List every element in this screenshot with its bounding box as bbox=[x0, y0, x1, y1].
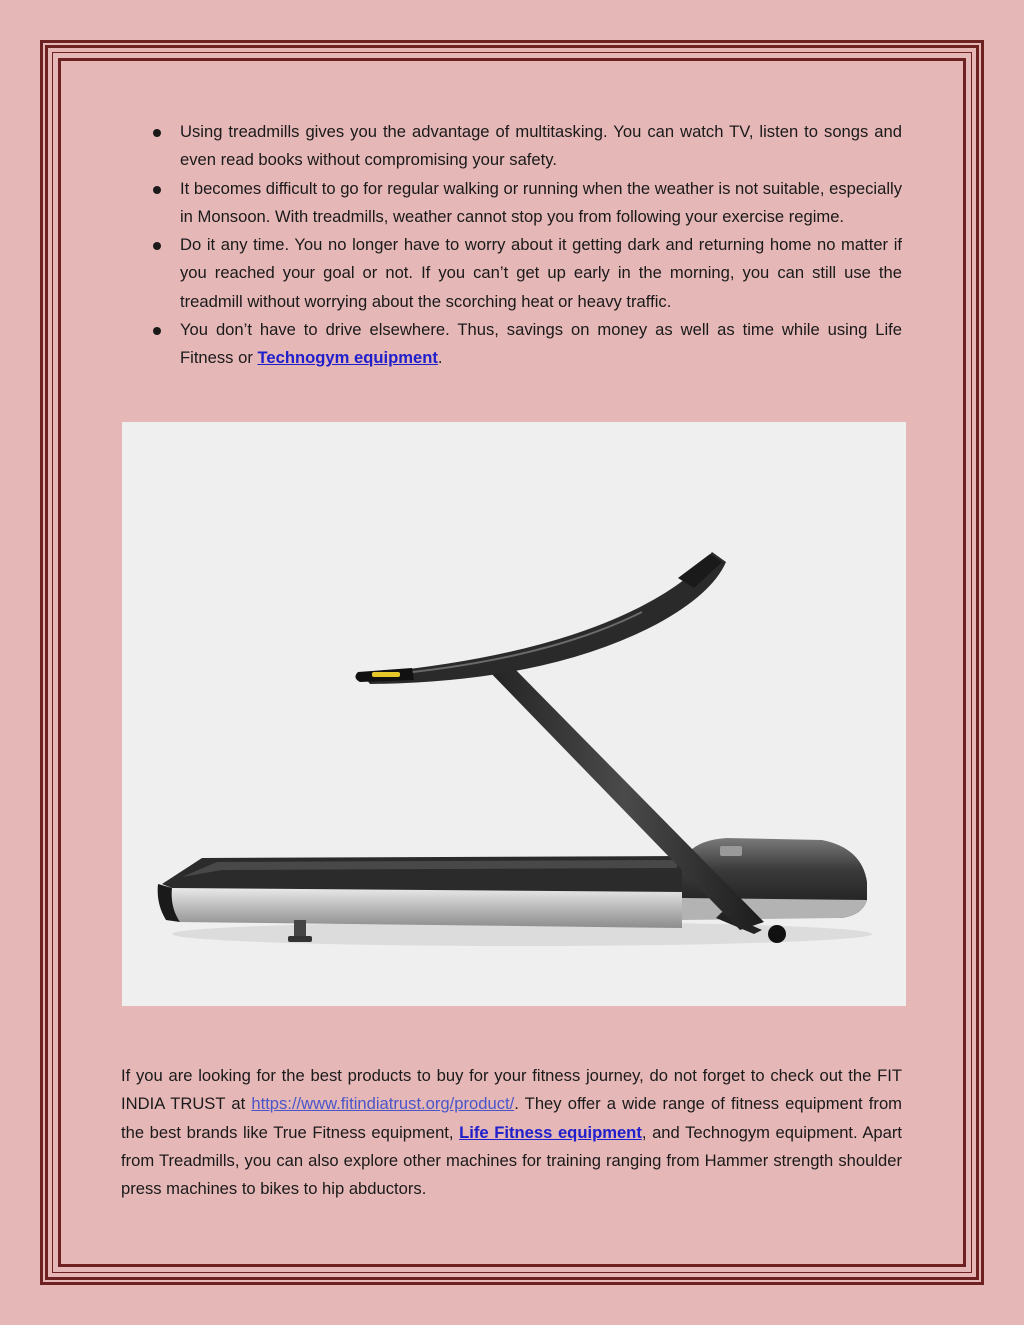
bullet-dot-icon bbox=[153, 242, 161, 250]
bullet-text: It becomes difficult to go for regular walking or running when the weather is not suitable, especially in Monsoon. With treadmills, weather cannot stop you from following your exercise regime. bbox=[180, 178, 902, 226]
front-wheel bbox=[768, 925, 786, 943]
bullet-item bbox=[150, 316, 902, 373]
paragraph-text-1: If you are looking for the best products to buy for your fitness journey, do not forget to check out the FIT INDIA TRUST at bbox=[121, 1066, 902, 1114]
bullet-item bbox=[150, 231, 902, 316]
bullet-item bbox=[150, 118, 902, 175]
bullet-text: Using treadmills gives you the advantage of multitasking. You can watch TV, listen to songs and even read books without compromising your safety. bbox=[180, 122, 902, 170]
paragraph-text-3: , and Technogym equipment. Apart from Treadmills, you can also explore other machines for training ranging from Hammer strength shoulder press machines to bikes to hip abductors. bbox=[121, 1122, 902, 1199]
life-fitness-equipment-link[interactable]: Life Fitness equipment bbox=[459, 1122, 642, 1142]
benefits-list bbox=[150, 118, 902, 373]
hood-base-trim bbox=[682, 898, 867, 920]
fitindiatrust-url-link[interactable]: https://www.fitindiatrust.org/product/ bbox=[251, 1094, 515, 1114]
bullet-dot-icon bbox=[153, 129, 161, 137]
paragraph-text-2: . They offer a wide range of fitness equipment from the best brands like True Fitness equipment, bbox=[121, 1094, 902, 1142]
bullet-text-end: . bbox=[437, 348, 443, 368]
bullet-text: Do it any time. You no longer have to worry about it getting dark and returning home no matter if you reached your goal or not. If you can’t get up early in the morning, you can still use the treadmill without worrying about the scorching heat or heavy traffic. bbox=[180, 235, 902, 311]
bullet-item bbox=[150, 175, 902, 232]
bullet-text: You don’t have to drive elsewhere. Thus, savings on money as well as time while using Life Fitness or bbox=[180, 320, 902, 368]
technogym-equipment-link[interactable]: Technogym equipment bbox=[257, 348, 438, 368]
treadmill-base bbox=[172, 888, 682, 928]
treadmill-illustration bbox=[122, 422, 906, 1006]
yellow-badge bbox=[372, 672, 400, 677]
bullet-dot-icon bbox=[153, 186, 161, 194]
handlebar bbox=[362, 552, 726, 684]
rear-foot bbox=[294, 920, 306, 938]
treadmill-photo bbox=[122, 422, 906, 1006]
closing-paragraph bbox=[121, 1062, 902, 1203]
bullet-dot-icon bbox=[153, 327, 161, 335]
hood-logo bbox=[720, 846, 742, 856]
